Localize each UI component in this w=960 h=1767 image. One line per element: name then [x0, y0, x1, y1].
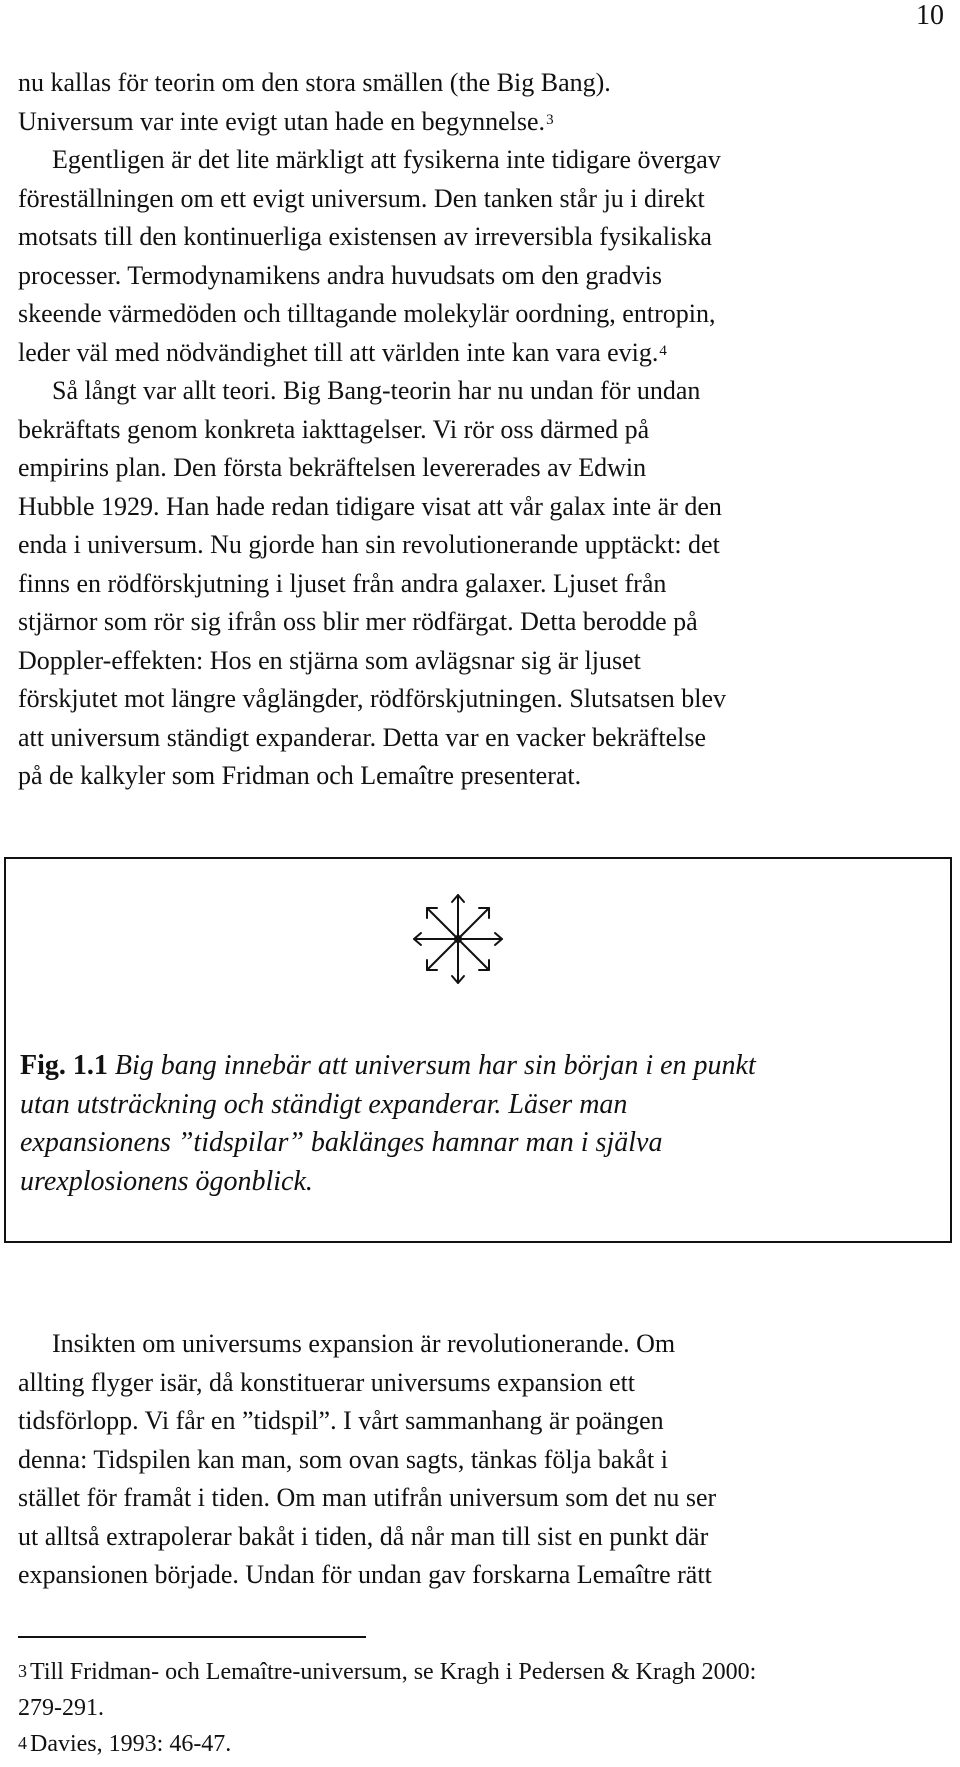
footnotes [18, 1654, 948, 1762]
text-line: nu kallas för teorin om den stora smällen (the Big Bang). [18, 68, 611, 97]
text-line: finns en rödförskjutning i ljuset från andra galaxer. Ljuset från [18, 568, 667, 598]
text-line: stället för framåt i tiden. Om man utifrån universum som det nu ser [18, 1483, 717, 1512]
text-line: Universum var inte evigt utan hade en begynnelse.$^3$ [18, 106, 554, 136]
text-line: allting flyger isär, då konstituerar universums expansion ett [18, 1367, 636, 1397]
caption-line: expansionens ”tidspilar” baklänges hamnar man i själva [20, 1127, 663, 1158]
text-line: skeende värmedöden och tilltagande molekylär oordning, entropin, [18, 299, 716, 328]
text-line: tidsförlopp. Vi får en ”tidspil”. I vårt sammanhang är poängen [18, 1406, 664, 1435]
expansion-arrows-icon [410, 891, 506, 987]
body-paragraph-1 [18, 64, 948, 796]
caption-line: utan utsträckning och ständigt expanderar. Läser man [20, 1088, 628, 1120]
footnote-3 [18, 1654, 948, 1726]
page-number: 10 [916, 0, 944, 31]
text-line: stjärnor som rör sig ifrån oss blir mer rödfärgat. Detta berodde på [18, 607, 698, 636]
text-line: bekräftats genom konkreta iakttagelser. Vi rör oss därmed på [18, 414, 650, 444]
text-line: Så långt var allt teori. Big Bang-teorin har nu undan för undan [52, 376, 701, 405]
body-paragraph-2 [18, 1325, 948, 1595]
footnote-ref-4[interactable]: 4 [659, 342, 667, 359]
figure-label: Fig. 1.1 [20, 1050, 108, 1081]
figure-caption [20, 1047, 930, 1201]
text-line: Egentligen är det lite märkligt att fysikerna inte tidigare övergav [52, 145, 721, 174]
text-line: motsats till den kontinuerliga existensen av irreversibla fysikaliska [18, 222, 712, 251]
figure-box [4, 857, 952, 1243]
text-line: på de kalkyler som Fridman och Lemaître presenterat. [18, 761, 582, 790]
text-line: empirins plan. Den första bekräftelsen levererades av Edwin [18, 453, 647, 482]
footnote-line: $^4$ Davies, 1993: 46-47. [18, 1731, 232, 1757]
footnote-4 [18, 1726, 948, 1762]
text-line: processer. Termodynamikens andra huvudsats om den gradvis [18, 260, 662, 290]
text-line: leder väl med nödvändighet till att världen inte kan vara evig.$^4$ [18, 337, 667, 367]
footnote-line: $^3$ Till Fridman- och Lemaître-universum, se Kragh i Pedersen & Kragh 2000: [18, 1659, 757, 1685]
text-line: enda i universum. Nu gjorde han sin revolutionerande upptäckt: det [18, 530, 720, 559]
footnote-number: 3 [18, 1661, 27, 1681]
caption-line: Fig. 1.1 Big bang innebär att universum har sin början i en punkt [20, 1050, 756, 1081]
text-line: Doppler-effekten: Hos en stjärna som avlägsnar sig är ljuset [18, 645, 641, 675]
footnote-number: 4 [18, 1733, 27, 1753]
footnote-divider [18, 1636, 366, 1638]
text-line: Hubble 1929. Han hade redan tidigare visat att vår galax inte är den [18, 491, 722, 521]
text-line: föreställningen om ett evigt universum. Den tanken står ju i direkt [18, 183, 705, 213]
text-line: ut alltså extrapolerar bakåt i tiden, då når man till sist en punkt där [18, 1521, 709, 1551]
text-line: denna: Tidspilen kan man, som ovan sagts, tänkas följa bakåt i [18, 1444, 668, 1474]
text-line: expansionen började. Undan för undan gav forskarna Lemaître rätt [18, 1560, 712, 1589]
text-line: förskjutet mot längre våglängder, rödförskjutningen. Slutsatsen blev [18, 684, 727, 713]
text-line: Insikten om universums expansion är revolutionerande. Om [52, 1329, 676, 1358]
footnote-ref-3[interactable]: 3 [546, 111, 554, 128]
caption-line: urexplosionens ögonblick. [20, 1165, 313, 1197]
text-line: att universum ständigt expanderar. Detta var en vacker bekräftelse [18, 722, 706, 752]
footnote-line: 279-291. [18, 1695, 104, 1721]
